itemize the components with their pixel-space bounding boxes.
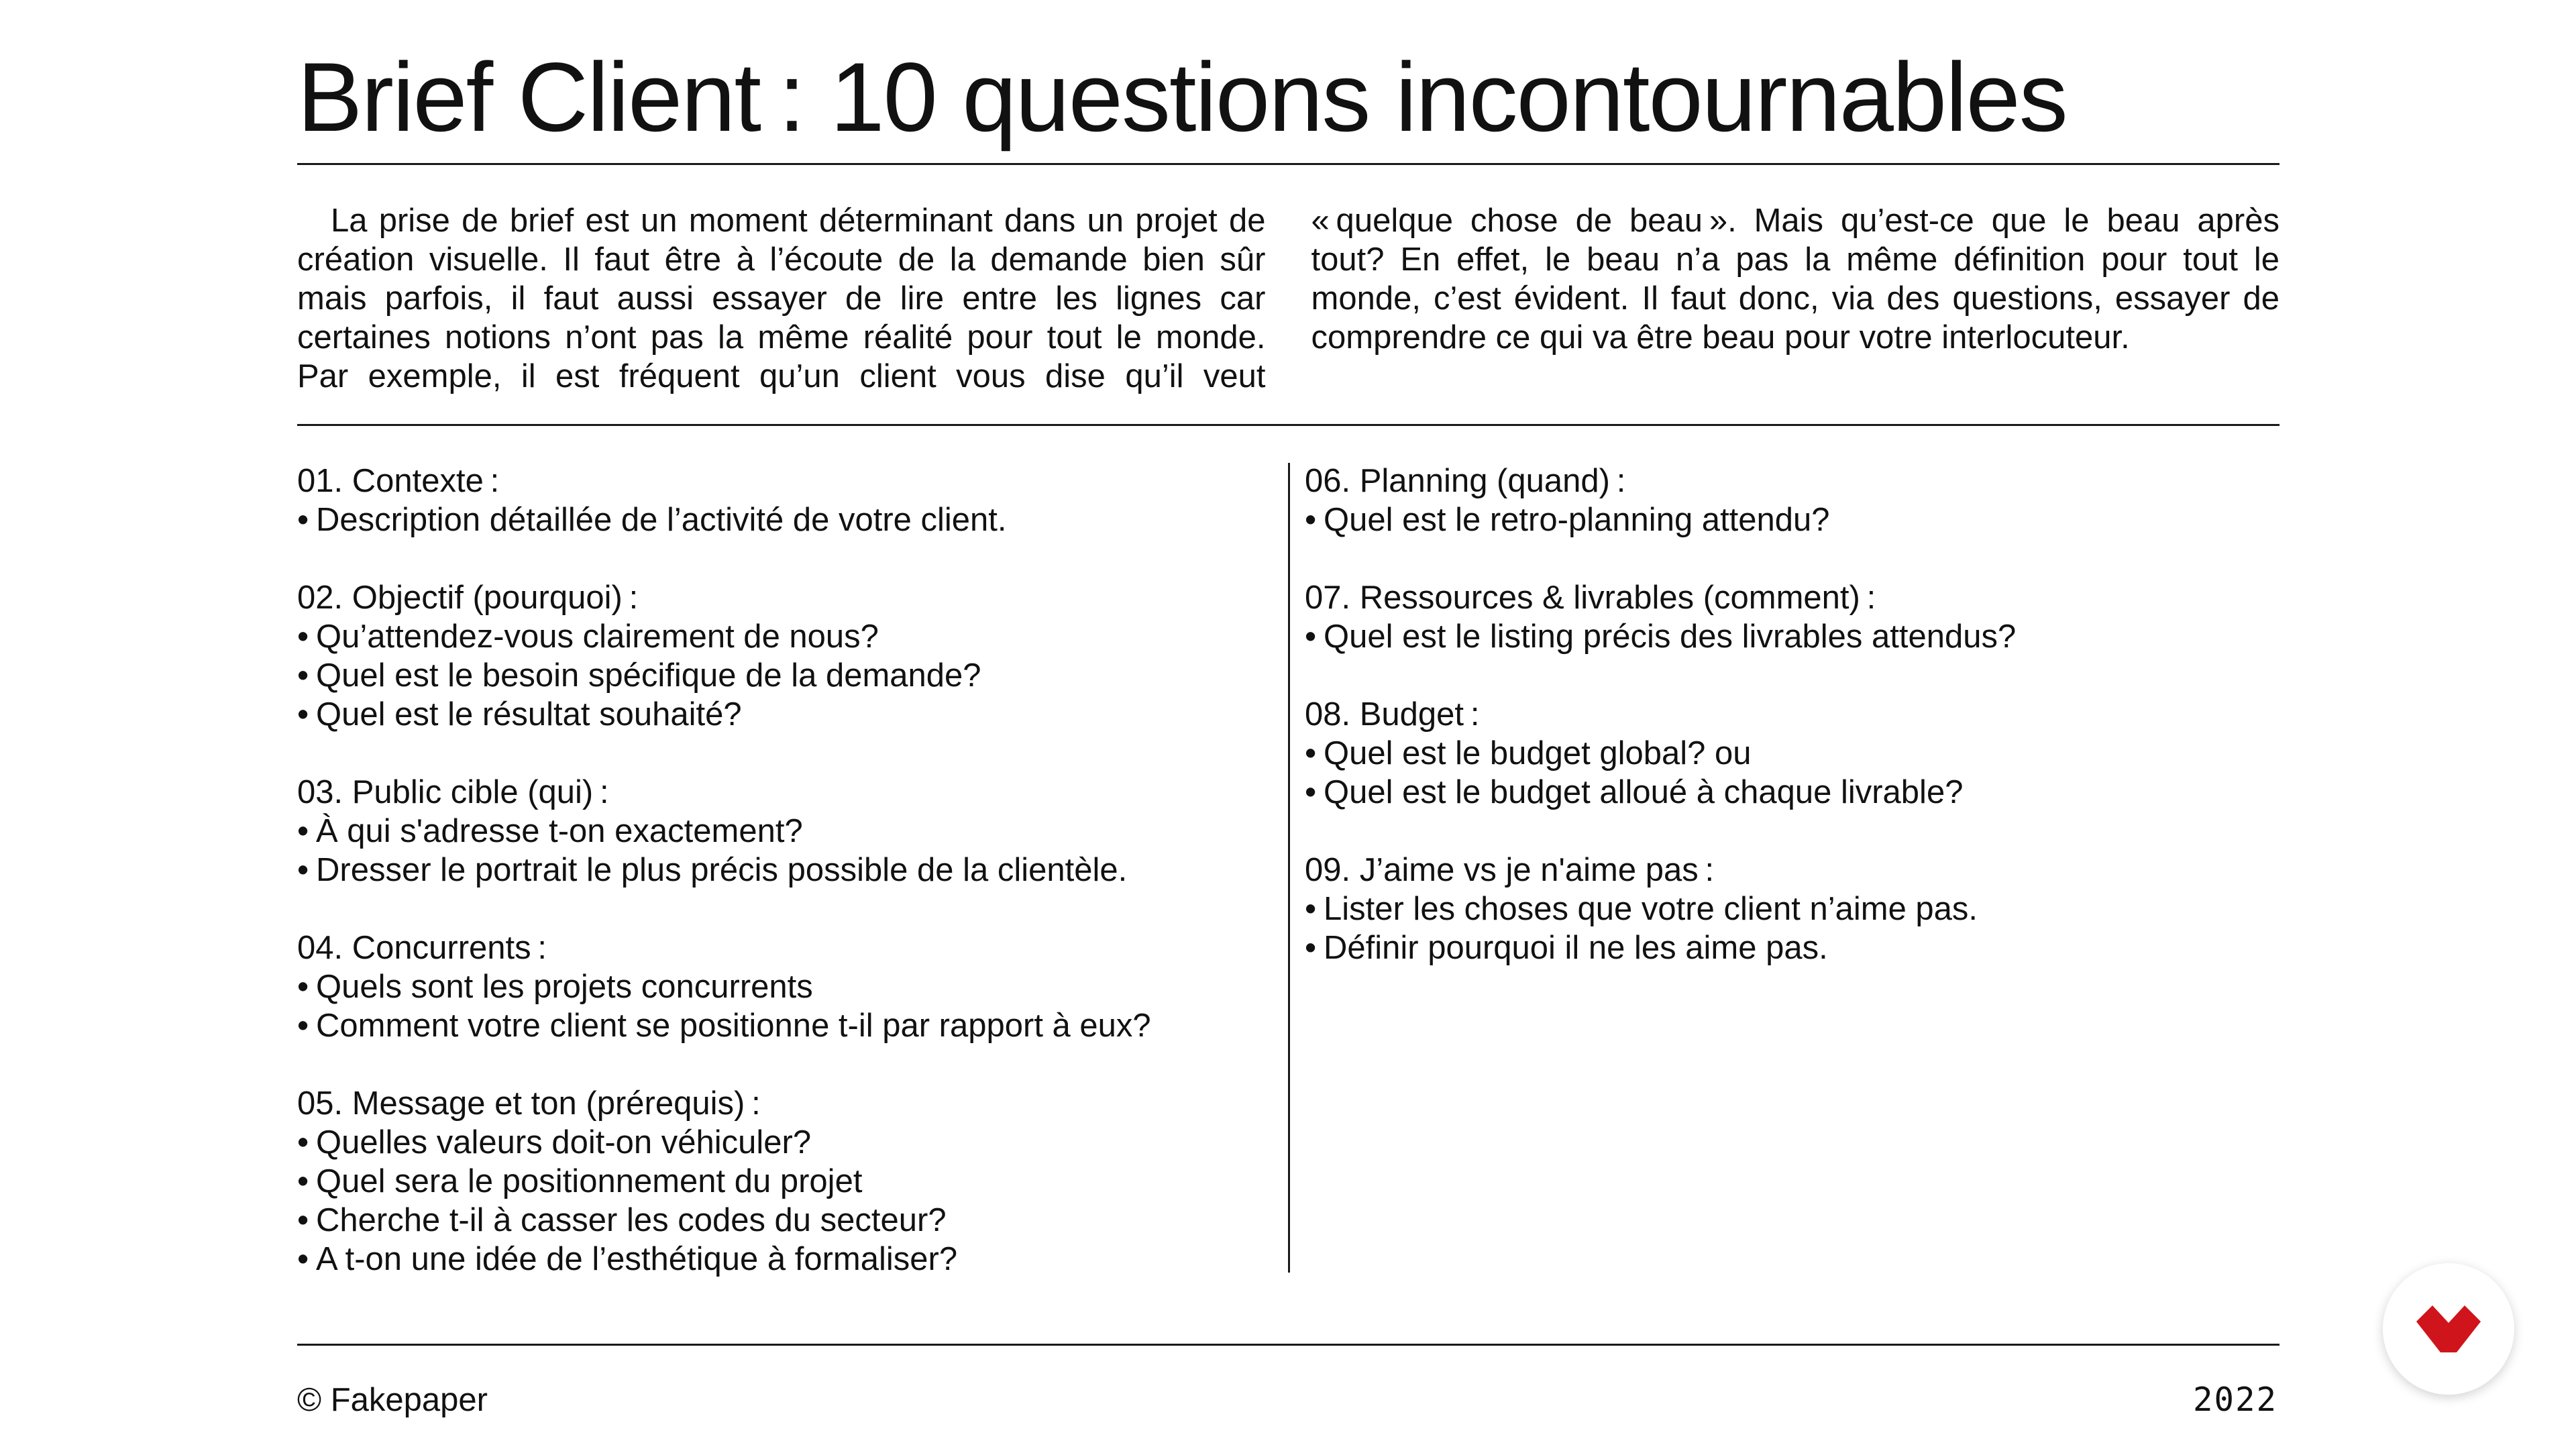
list-item [297, 695, 1256, 734]
section-items [297, 617, 1256, 734]
list-item-text: Quel est le retro-planning attendu? [1324, 502, 1830, 538]
question-section-1 [297, 462, 1256, 539]
bullet-icon: • [1305, 619, 1317, 655]
section-heading: 02. Objectif (pourquoi) : [297, 580, 639, 616]
question-section-4 [297, 928, 1256, 1045]
list-item-text: Quel sera le positionnement du projet [316, 1163, 863, 1199]
page-title: Brief Client : 10 questions incontournables [297, 42, 2067, 152]
section-items [1305, 734, 2277, 812]
list-item [1305, 500, 2277, 539]
question-section-7 [1305, 578, 2277, 656]
list-item [297, 500, 1256, 539]
left-column [297, 462, 1256, 1318]
list-item [297, 1006, 1256, 1045]
list-item-text: Cherche t-il à casser les codes du secteur? [316, 1202, 947, 1238]
right-column [1305, 462, 2277, 1006]
section-items [297, 812, 1256, 890]
section-items [297, 1123, 1256, 1279]
section-heading: 04. Concurrents : [297, 930, 547, 966]
section-items [1305, 617, 2277, 656]
question-section-6 [1305, 462, 2277, 539]
bullet-icon: • [297, 1202, 309, 1238]
list-item [297, 1201, 1256, 1240]
question-section-8 [1305, 695, 2277, 812]
bullet-icon: • [297, 1241, 309, 1277]
bullet-icon: • [1305, 774, 1317, 810]
section-heading: 08. Budget : [1305, 696, 1480, 733]
bullet-icon: • [297, 1124, 309, 1161]
list-item [297, 812, 1256, 851]
list-item-text: Quel est le besoin spécifique de la demande? [316, 657, 981, 694]
bullet-icon: • [297, 1008, 309, 1044]
footer-year: 2022 [2192, 1381, 2277, 1419]
list-item-text: Comment votre client se positionne t-il par rapport à eux? [316, 1008, 1151, 1044]
bullet-icon: • [297, 502, 309, 538]
list-item [1305, 928, 2277, 967]
question-section-3 [297, 773, 1256, 890]
list-item-text: Définir pourquoi il ne les aime pas. [1324, 930, 1828, 966]
list-item-text: A t-on une idée de l’esthétique à formaliser? [316, 1241, 958, 1277]
question-section-2 [297, 578, 1256, 734]
section-items [297, 500, 1256, 539]
list-item-text: Qu’attendez-vous clairement de nous? [316, 619, 879, 655]
footer-copyright: © Fakepaper [297, 1382, 488, 1418]
question-section-9 [1305, 851, 2277, 967]
list-item [1305, 890, 2277, 928]
list-item [297, 851, 1256, 890]
section-items [297, 967, 1256, 1045]
section-heading: 01. Contexte : [297, 463, 500, 499]
list-item [297, 1123, 1256, 1162]
list-item [297, 967, 1256, 1006]
section-heading: 05. Message et ton (prérequis) : [297, 1085, 761, 1122]
intro-paragraph: La prise de brief est un moment déterminant dans un projet de création visuelle. Il faut être à l’écoute de la demande bien sûr mais parfois, il faut aussi essayer de lire entre les lignes car certaines notions n’ont pas la même réalité pour tout le monde. Par exemple, il est fréquent qu’un client vous dise qu’il veut « quelque chose de beau ». Mais qu’est-ce que le beau après tout? En effet, le beau n’a pas la même définition pour tout le monde, c’est évident. Il faut donc, via des questions, essayer de comprendre ce qui va être beau pour votre interlocuteur. [297, 203, 2279, 394]
bullet-icon: • [297, 1163, 309, 1199]
section-items [1305, 890, 2277, 967]
list-item-text: Quel est le résultat souhaité? [316, 696, 742, 733]
section-heading: 06. Planning (quand) : [1305, 463, 1626, 499]
list-item [297, 1162, 1256, 1201]
brand-badge-button[interactable] [2383, 1263, 2514, 1395]
column-divider [1288, 463, 1290, 1273]
list-item [297, 656, 1256, 695]
bullet-icon: • [1305, 930, 1317, 966]
section-heading: 03. Public cible (qui) : [297, 774, 609, 810]
bullet-icon: • [1305, 735, 1317, 771]
bullet-icon: • [297, 813, 309, 849]
list-item-text: Quel est le listing précis des livrables attendus? [1324, 619, 2017, 655]
list-item-text: Quelles valeurs doit-on véhiculer? [316, 1124, 812, 1161]
footer-divider [297, 1344, 2279, 1346]
section-heading: 07. Ressources & livrables (comment) : [1305, 580, 1876, 616]
list-item-text: Description détaillée de l’activité de votre client. [316, 502, 1007, 538]
list-item-text: Quel est le budget alloué à chaque livrable? [1324, 774, 1964, 810]
bullet-icon: • [297, 696, 309, 733]
intro-divider [297, 424, 2279, 426]
list-item-text: Quels sont les projets concurrents [316, 969, 813, 1005]
list-item [297, 1240, 1256, 1279]
title-divider [297, 163, 2279, 165]
bullet-icon: • [1305, 891, 1317, 927]
list-item [297, 617, 1256, 656]
list-item-text: Quel est le budget global? ou [1324, 735, 1752, 771]
question-section-5 [297, 1084, 1256, 1279]
bullet-icon: • [297, 852, 309, 888]
list-item [1305, 734, 2277, 773]
bullet-icon: • [297, 657, 309, 694]
section-items [1305, 500, 2277, 539]
list-item-text: À qui s'adresse t-on exactement? [316, 813, 803, 849]
bullet-icon: • [1305, 502, 1317, 538]
red-crown-logo-icon [2416, 1305, 2481, 1352]
list-item [1305, 617, 2277, 656]
bullet-icon: • [297, 619, 309, 655]
list-item-text: Dresser le portrait le plus précis possible de la clientèle. [316, 852, 1128, 888]
list-item [1305, 773, 2277, 812]
bullet-icon: • [297, 969, 309, 1005]
list-item-text: Lister les choses que votre client n’aime pas. [1324, 891, 1978, 927]
section-heading: 09. J’aime vs je n'aime pas : [1305, 852, 1715, 888]
